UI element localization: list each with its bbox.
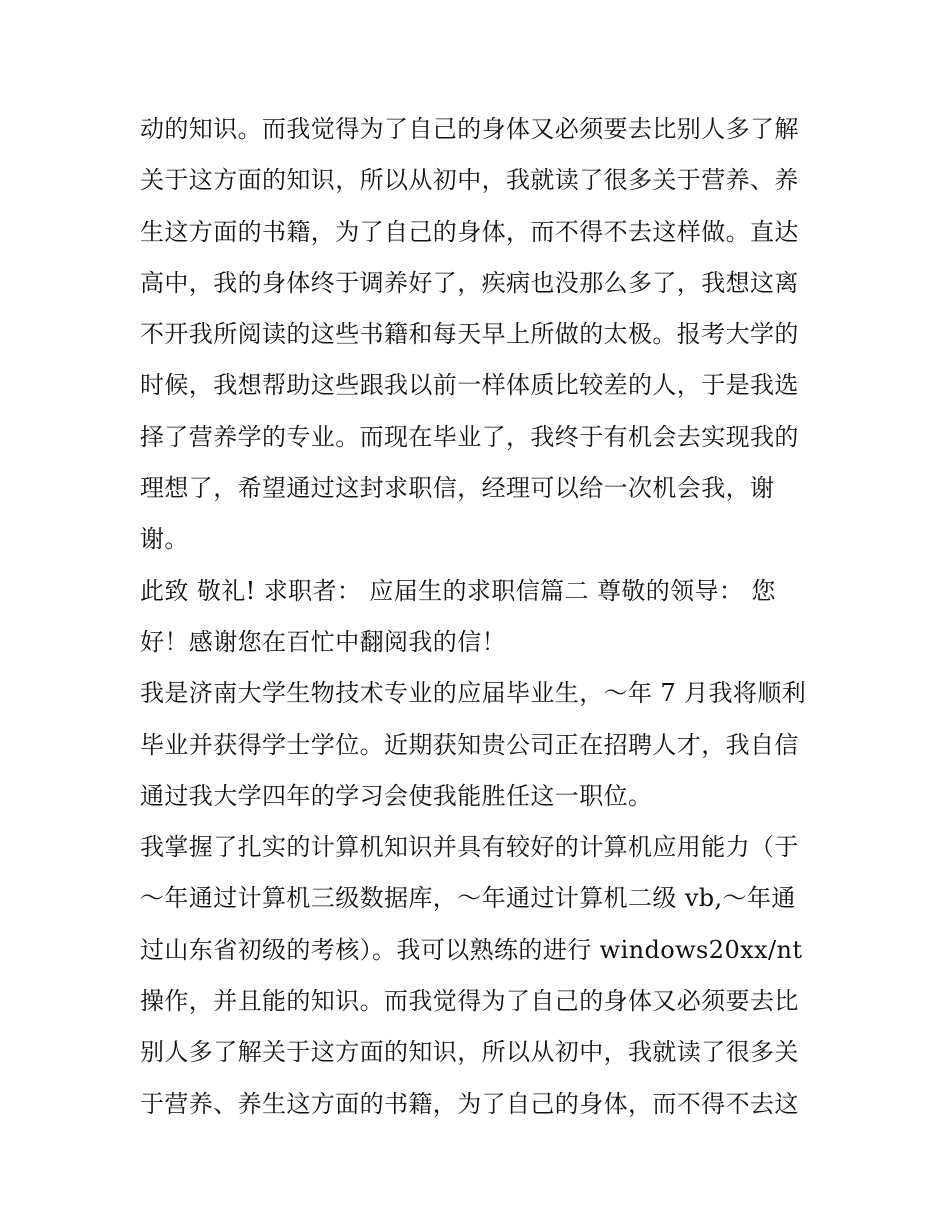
text-line: 动的知识。而我觉得为了自己的身体又必须要去比别人多了解 bbox=[140, 115, 799, 143]
document-body bbox=[140, 104, 830, 1130]
text-line: 谢。 bbox=[140, 525, 189, 554]
text-line: 我是济南大学生物技术专业的应届毕业生，～年 7 月我将顺利 bbox=[140, 679, 807, 708]
text-line: 我掌握了扎实的计算机知识并具有较好的计算机应用能力（于 bbox=[140, 833, 799, 862]
text-line: 生这方面的书籍，为了自己的身体，而不得不去这样做。直达 bbox=[140, 217, 799, 246]
text-line: 时候，我想帮助这些跟我以前一样体质比较差的人，于是我选 bbox=[140, 371, 799, 400]
text-line: 此致 敬礼! 求职者： 应届生的求职信篇二 尊敬的领导： 您 bbox=[140, 576, 776, 605]
text-line: 好！感谢您在百忙中翻阅我的信！ bbox=[140, 627, 506, 656]
text-line: 毕业并获得学士学位。近期获知贵公司正在招聘人才，我自信 bbox=[140, 730, 799, 759]
text-line: 于营养、养生这方面的书籍，为了自己的身体，而不得不去这 bbox=[140, 1089, 799, 1118]
text-line: 高中，我的身体终于调养好了，疾病也没那么多了，我想这离 bbox=[140, 268, 799, 297]
text-line: 过山东省初级的考核）。我可以熟练的进行 windows20xx/nt bbox=[140, 935, 803, 964]
text-line: 理想了，希望通过这封求职信，经理可以给一次机会我，谢 bbox=[140, 474, 775, 503]
text-line: 择了营养学的专业。而现在毕业了，我终于有机会去实现我的 bbox=[140, 422, 799, 451]
text-line: 别人多了解关于这方面的知识，所以从初中，我就读了很多关 bbox=[140, 1038, 799, 1067]
text-line: 关于这方面的知识，所以从初中，我就读了很多关于营养、养 bbox=[140, 166, 799, 195]
text-line: ～年通过计算机三级数据库，～年通过计算机二级 vb,～年通 bbox=[140, 884, 796, 913]
text-line: 通过我大学四年的学习会使我能胜任这一职位。 bbox=[140, 781, 653, 810]
text-line: 不开我所阅读的这些书籍和每天早上所做的太极。报考大学的 bbox=[140, 320, 799, 349]
text-line: 操作，并且能的知识。而我觉得为了自己的身体又必须要去比 bbox=[140, 987, 799, 1016]
